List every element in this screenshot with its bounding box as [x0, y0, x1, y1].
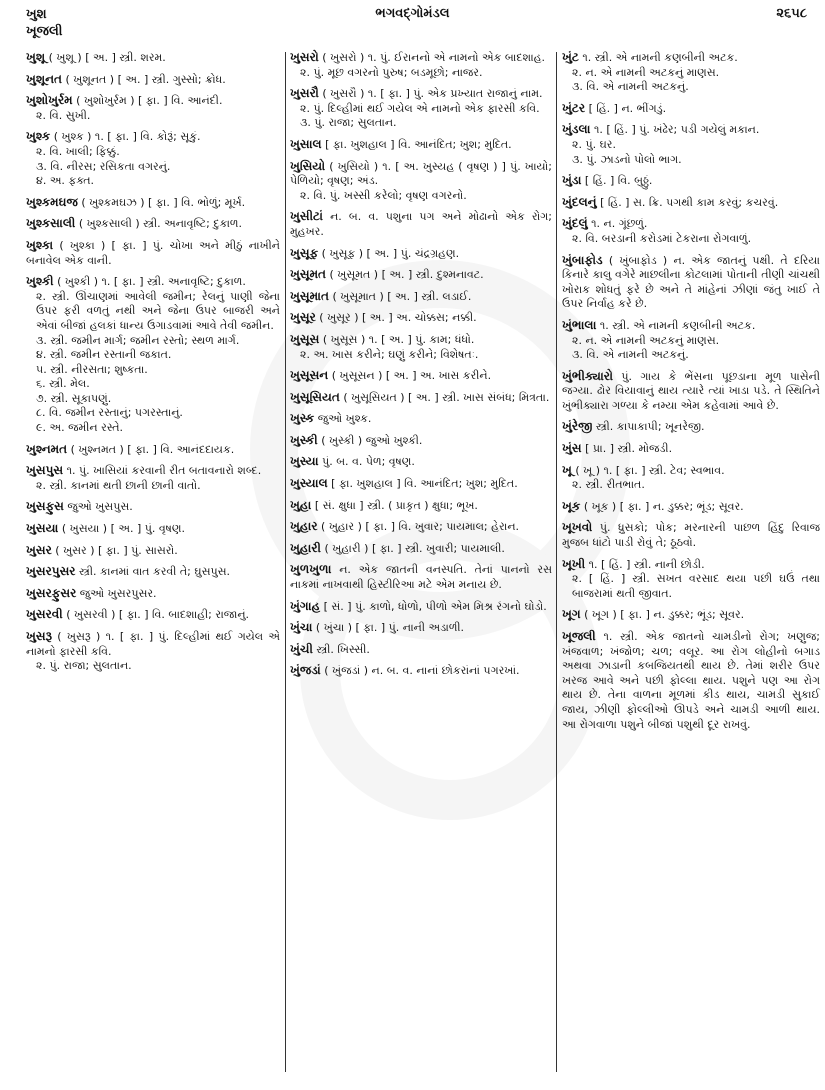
entry-definition: ( ખુસરૂ ) ૧. [ ફા. ] પું. દિલ્હીમાં થઈ ગયેલ એ નામનો ફારસી કવિ.: [26, 630, 281, 658]
entry-sense: ૨. વિ. સુખી.: [36, 108, 91, 122]
entry-definition: પું. બ. વ. પેળ; વૃષણ.: [322, 455, 415, 469]
entry-sense: ૪. અ. ફક્ત.: [36, 174, 94, 188]
dictionary-entry: [290, 86, 552, 131]
entry-sense: ૨. વિ. ખાલી; ફિક્કું.: [36, 144, 120, 158]
entry-sense: ૩. પું. ઝાડનો પોલો ભાગ.: [572, 152, 682, 166]
entry-sense: ૨. પું. દિલ્હીમાં થઈ ગયેલ એ નામનો એક ફારસી કવિ.: [300, 101, 540, 115]
dictionary-entry: [290, 246, 552, 262]
entry-headword: ખુસૂસિયત: [290, 389, 340, 404]
entry-headword: ખુંસ: [562, 441, 582, 456]
dictionary-entry: [26, 564, 280, 580]
entry-headword: ખુસ્યાલ: [290, 476, 328, 491]
dictionary-entry: [26, 129, 280, 188]
entry-headword: ખુંદલનું: [562, 194, 597, 209]
dictionary-entry: [26, 463, 280, 493]
dictionary-entry: [290, 476, 552, 492]
entry-sense: ૨. [ હિં. ] સ્ત્રી. સખત વરસાદ થયા પછી ઘઉં તથા બાજરામાં થતી જીવાત.: [572, 572, 820, 600]
entry-sense: ૨. વિ. બરડાની કરોડમાં ટેકરાના રોગવાળું.: [572, 231, 752, 245]
entry-definition: ( ખુશૂ ) [ અ. ] સ્ત્રી. શરમ.: [48, 51, 166, 64]
entry-headword: ખુસિયો: [290, 158, 326, 173]
entry-headword: ખુસ્યા: [290, 454, 319, 469]
entry-definition: ( ખુસર ) [ ફા. ] પું. સાસરો.: [55, 543, 178, 557]
dictionary-entry: [562, 216, 820, 246]
dictionary-entry: [290, 310, 552, 326]
entry-definition: ( ખુસરો ) ૧. પું. ઈરાનનો એ નામનો એક બાદશાહ.: [322, 51, 546, 64]
entry-definition: ન. એક જાતની વનસ્પતિ. તેનાં પાનનો રસ નાકમાં નાખવાથી હિસ્ટીરિઆ મટે એમ મનાય છે.: [290, 563, 552, 592]
dictionary-entry: [562, 629, 820, 732]
entry-headword: ખુસરવી: [26, 607, 63, 622]
entry-headword: ખુશૂનત: [26, 71, 63, 86]
entry-headword: ખુંબાફોડ: [562, 252, 603, 267]
guide-word-first: ખુશ: [26, 7, 47, 22]
dictionary-entry: [562, 50, 820, 95]
entry-headword: ખુસરૌ: [290, 86, 319, 101]
entry-definition: ( ખુહાર ) [ ફા. ] વિ. ખુવાર; પાયમાલ; હેરાન.: [321, 520, 520, 534]
entry-sense: ૨. વિ. પું. ખસ્સી કરેલો; વૃષણ વગરનો.: [300, 188, 467, 202]
entry-definition: ( ખુંબાફોડ ) ન. એક જાતનું પક્ષી. તે દરિયા કિનારે કાલુ વગેરે માછલીના કોટલામાં પોતાની તીણી ચાંચથી ખોરાક શોધતું ફરે છે અને તે માંહેનાં ઝીણાં જંતુ ખાઈ તે ઉપર નિર્વાહ કરે છે.: [562, 253, 820, 311]
entry-definition: ( ખુસૂમત ) [ અ. ] સ્ત્રી. દુશ્મનાવટ.: [329, 268, 484, 282]
entry-definition: ૧. ન. ગૂંછળું.: [591, 217, 648, 231]
entry-sense: ૪. સ્ત્રી. જમીન રસ્તાની જકાત.: [36, 348, 172, 362]
entry-definition: ( ખુસૂમાત ) [ અ. ] સ્ત્રી. લડાઈ.: [332, 289, 472, 303]
dictionary-entry: [562, 318, 820, 363]
entry-sense: ૩. વિ. નીરસ; રસિકતા વગરનું.: [36, 159, 171, 173]
entry-definition: ૧. સ્ત્રી. એક જાતનો ચામડીનો રોગ; ખણુજ; ખંજવાળ; ખંજોળ; ચળ; વલૂર. આ રોગ લોહીનો બગાડ અથવા ઝાડાની કબજિયતથી થાય છે. તેમાં શરીર ઉપર ખરજ આવે અને પછી ફોલ્લા થાય. પશુને પણ આ રોગ થાય છે. તેના વાળના મૂળમાં કીડ થાય, ચામડી સુકાઈ જાય, ઝીણી ફોલ્લીઓ ઊપડે અને ચામડી આળી થાય. આ રોગવાળા પશુને બીજાં પશુથી દૂર રાખવું.: [562, 630, 821, 731]
entry-definition: પું. ધ્રુસકો; પોક; મરનારની પાછળ હિંદુ રિવાજ મુજબ ધાંટો પાડી રોવું તે; ઠૂઠવો.: [562, 521, 821, 550]
entry-headword: ખુસૂમત: [290, 267, 327, 282]
dictionary-entry: [26, 274, 280, 436]
dictionary-entry: [290, 454, 552, 470]
entry-headword: ખુસીટાં: [290, 209, 323, 224]
dictionary-entry: [290, 137, 552, 153]
entry-definition: ( ખૂ ) ૧. [ ફા. ] સ્ત્રી. ટેવ; સ્વભાવ.: [575, 463, 725, 477]
entry-sense: ૨. સ્ત્રી. કાનમાં થતી છાની છાની વાતો.: [36, 478, 201, 492]
entry-sense: ૨. ન. એ નામની અટકનું માણસ.: [572, 65, 720, 79]
dictionary-entry: [290, 332, 552, 362]
entry-definition: ( ખુસૂસિયત ) [ અ. ] સ્ત્રી. ખાસ સંબંધ; મિત્રતા.: [343, 390, 550, 404]
dictionary-entry: [562, 369, 820, 414]
dictionary-entry: [290, 433, 552, 449]
entry-sense: ૨. સ્ત્રી. રીતભાત.: [572, 478, 645, 492]
entry-definition: ( ખુસરવી ) [ ફા. ] વિ. બાદશાહી; રાજાનું.: [66, 608, 250, 622]
entry-headword: ખુસર: [26, 542, 52, 557]
dictionary-entry: [562, 557, 820, 602]
entry-sense: ૫. સ્ત્રી. નીરસતા; શુષ્કતા.: [36, 362, 148, 376]
dictionary-entry: [290, 209, 552, 239]
column-2: [290, 50, 552, 1070]
entry-headword: ખુશ્કમઘજ: [26, 194, 78, 209]
dictionary-entry: [562, 253, 820, 312]
entry-definition: [ સં. ] પું. કાળો, ધોળો, પીળો એમ મિશ્ર રંગનો ઘોડો.: [323, 599, 547, 613]
entry-headword: ખુળખુળા: [290, 562, 332, 577]
entry-definition: [ હિં. ] ન. ભીંગડું.: [588, 101, 667, 115]
entry-sense: ૨. પું. ઘર.: [572, 137, 616, 151]
entry-headword: ખૂ: [562, 462, 572, 477]
entry-headword: ખુશોખુર્રમ: [26, 93, 73, 108]
entry-headword: ખુંરેજી: [562, 419, 593, 434]
entry-definition: ૧. પું. ખાસિયાં કરવાની રીત બતાવનારો શબ્દ.: [66, 464, 262, 478]
entry-headword: ખુંજડાં: [290, 663, 321, 678]
dictionary-entry: [562, 441, 820, 457]
entry-sense: ૯. અ. જમીન રસ્તે.: [36, 421, 124, 435]
dictionary-entry: [290, 642, 552, 658]
entry-headword: ખુસૂર: [290, 310, 316, 325]
column-1: [26, 50, 280, 1070]
entry-definition: ૧. સ્ત્રી. એ નામની કણબીની અટક.: [599, 318, 756, 332]
dictionary-entry: [26, 238, 280, 268]
entry-headword: ખુંગાહ: [290, 598, 321, 613]
entry-headword: ખુશ્કા: [26, 237, 54, 252]
entry-headword: ખૂખવો: [562, 520, 593, 535]
entry-headword: ખુસ્કી: [290, 432, 318, 447]
entry-headword: ખુહાર: [290, 519, 318, 534]
entry-headword: ખૂક: [562, 498, 581, 513]
dictionary-entry: [290, 599, 552, 615]
dictionary-entry: [290, 541, 552, 557]
page-number: ૨૬૫૮: [776, 6, 807, 21]
entry-sense: ૩. સ્ત્રી. જમીન માર્ગ; જમીન રસ્તો; સ્થળ માર્ગ.: [36, 333, 240, 347]
page-header: [0, 0, 825, 50]
dictionary-entry: [290, 368, 552, 384]
entry-definition: સ્ત્રી. કાપાકાપી; ખૂનરેજી.: [595, 420, 705, 434]
entry-headword: ખુશ્નમત: [26, 441, 68, 456]
dictionary-entry: [26, 50, 280, 66]
dictionary-entry: [26, 543, 280, 559]
entry-headword: ખુહારી: [290, 540, 321, 555]
entry-definition: ( ખુસૂર ) [ અ. ] અ. ચોક્કસ; નક્કી.: [319, 311, 477, 325]
entry-definition: ( ખુસૂસ ) ૧. [ અ. ] પું. કામ; ધંધો.: [322, 332, 475, 346]
entry-headword: ખુંચી: [290, 641, 313, 656]
entry-definition: સ્ત્રી. કાનમાં વાત કરવી તે; ઘુસપુસ.: [79, 565, 231, 579]
entry-headword: ખુસૂફ: [290, 245, 319, 260]
dictionary-entry: [562, 499, 820, 515]
entry-headword: ખુશ્કસાલી: [26, 216, 76, 231]
entry-definition: ( ખુશ્કા ) [ ફા. ] પું. ચોખા અને મીઠું નાખીને બનાવેલ એક વાની.: [26, 238, 280, 267]
entry-headword: ખુંભીક્યારો: [562, 368, 613, 383]
entry-definition: ( ખુશ્કસાલી ) સ્ત્રી. અનાવૃષ્ટિ; દુકાળ.: [78, 217, 243, 231]
dictionary-entry: [562, 173, 820, 189]
entry-headword: ખુસૂમાત: [290, 288, 329, 303]
entry-headword: ખુસ્ક: [290, 411, 315, 426]
dictionary-entry: [562, 520, 820, 550]
entry-definition: ( ખૂગ ) [ ફા. ] ન. ડુક્કર; ભૂંડ; સૂવર.: [584, 608, 745, 622]
dictionary-entry: [290, 267, 552, 283]
entry-definition: જુઓ ખુસરપુસર.: [79, 586, 157, 600]
entry-definition: [ પ્રા. ] સ્ત્રી. મોજડી.: [585, 442, 673, 456]
entry-definition: ( ખુશ્ક ) ૧. [ ફા. ] વિ. કોરૂં; સૂકું.: [53, 130, 201, 144]
entry-headword: ખુસૂસ: [290, 331, 320, 346]
entry-sense: ૨. ન. એ નામની અટકનું માણસ.: [572, 333, 720, 347]
entry-definition: ( ખુશ્નમત ) [ ફા. ] વિ. આનંદદાયક.: [70, 442, 235, 456]
entry-definition: સ્ત્રી. ખિસ્સી.: [316, 642, 370, 656]
entry-definition: ( ખુશોખુર્રમ ) [ ફા. ] વિ. આનંદી.: [76, 94, 223, 108]
dictionary-entry: [26, 442, 280, 458]
entry-headword: ખુશ્ક: [26, 129, 51, 144]
dictionary-entry: [562, 122, 820, 167]
entry-definition: ન. બ. વ. પશુના પગ અને મોઢાનો એક રોગ; મુહખર.: [290, 210, 552, 238]
entry-definition: [ હિં. ] વિ. બુઠ્ઠું.: [584, 174, 653, 188]
entry-headword: ખુંટર: [562, 100, 586, 115]
dictionary-entry: [562, 463, 820, 493]
entry-headword: ખુસરૂ: [26, 629, 52, 643]
dictionary-entry: [290, 50, 552, 80]
dictionary-entry: [26, 499, 280, 515]
dictionary-entry: [26, 72, 280, 88]
entry-definition: ( ખુશ્કી ) ૧. [ ફા. ] સ્ત્રી. અનાવૃષ્ટિ; દુકાળ.: [57, 275, 246, 289]
dictionary-entry: [562, 607, 820, 623]
entry-definition: ( ખુંચા ) [ ફા. ] પું. નાની અડાળી.: [315, 621, 465, 635]
dictionary-entry: [290, 159, 552, 204]
entry-definition: ( ખુશૂનત ) [ અ. ] સ્ત્રી. ગુસ્સો; ક્રોધ.: [65, 72, 226, 86]
entry-definition: ૧. સ્ત્રી. એ નામની કણબીની અટક.: [582, 51, 738, 64]
entry-headword: ખુહા: [290, 497, 312, 512]
dictionary-entry: [290, 519, 552, 535]
entry-definition: જુઓ ખુશ્ક.: [317, 412, 372, 426]
entry-headword: ખુંચા: [290, 620, 313, 635]
dictionary-entry: [562, 419, 820, 435]
entry-definition: [ ફા. ખુશહાલ ] વિ. આનંદિત; ખુશ; મુદિત.: [325, 137, 512, 151]
running-title: ભગવદ્ગોમંડલ: [375, 6, 450, 21]
entry-sense: ૮. વિ. જમીન રસ્તાનું; પગરસ્તાનું.: [36, 406, 183, 420]
entry-definition: [ સં. ક્ષુધા ] સ્ત્રી. ( પ્રાકૃત ) ક્ષુધા; ભૂખ.: [314, 498, 478, 512]
entry-sense: ૩. વિ. એ નામની અટકનું.: [572, 348, 689, 362]
entry-headword: ખુંટ: [562, 50, 579, 64]
entry-sense: ૨. પું. રાજા; સુલતાન.: [36, 659, 132, 673]
dictionary-entry: [562, 101, 820, 117]
entry-sense: ૩. વિ. એ નામની અટકનું.: [572, 80, 689, 94]
guide-word-last: ખૂજલી: [26, 24, 63, 39]
dictionary-entry: [26, 93, 280, 123]
column-3: [562, 50, 820, 1070]
dictionary-entry: [26, 521, 280, 537]
entry-definition: ( ખૂક ) [ ફા. ] ન. ડુક્કર; ભૂંડ; સૂવર.: [583, 499, 744, 513]
entry-headword: ખુસૂસન: [290, 368, 329, 383]
entry-definition: ૧. [ હિં. ] સ્ત્રી. નાની છોડી.: [588, 557, 705, 571]
entry-headword: ખુસાલ: [290, 136, 322, 151]
entry-headword: ખુસપુસ: [26, 463, 64, 478]
entry-sense: ૨. અ. ખાસ કરીને; ઘણું કરીને; વિશેષતઃ.: [300, 347, 479, 361]
entry-headword: ખુસફુસ: [26, 499, 64, 514]
entry-headword: ખૂજલી: [562, 629, 596, 643]
dictionary-columns: [0, 50, 825, 1080]
entry-definition: જુઓ ખુસપુસ.: [67, 500, 133, 514]
entry-headword: ખુસરો: [290, 50, 319, 64]
dictionary-entry: [290, 411, 552, 427]
entry-headword: ખુસરફુસર: [26, 585, 77, 600]
entry-sense: ૨. સ્ત્રી. ઊંચાણમાં આવેલી જમીન; રેલનું પાણી જેના ઉપર ફરી વળતું નથી અને જેના ઉપર બાજરી અને એવાં બીજાં હલકાં ધાન્ય ઉગાડવામાં આવે તેવી જમીન.: [36, 289, 280, 332]
entry-definition: [ ફા. ખુશહાલ ] વિ. આનંદિત; ખુશ; મુદિત.: [331, 477, 518, 491]
entry-definition: ( ખુસરૌ ) ૧. [ ફા. ] પું. એક પ્રખ્યાત રાજાનું નામ.: [322, 87, 543, 101]
dictionary-entry: [290, 620, 552, 636]
entry-definition: ( ખુંજડાં ) ન. બ. વ. નાનાં છોકરાંનાં પગરખાં.: [324, 664, 520, 678]
entry-sense: ૬. સ્ત્રી. મેલ.: [36, 377, 90, 391]
entry-sense: ૩. પું. રાજા; સુલતાન.: [300, 116, 397, 130]
entry-sense: ૭. સ્ત્રી. સૂકાપણું.: [36, 391, 112, 405]
entry-headword: ખુશ્કી: [26, 274, 54, 289]
dictionary-entry: [290, 390, 552, 406]
entry-headword: ખુંદલું: [562, 216, 588, 231]
entry-headword: ખુંભાલા: [562, 317, 597, 332]
entry-definition: [ હિં. ] સ. ક્રિ. પગથી કામ કરવું; કચરવું.: [600, 195, 779, 209]
dictionary-entry: [290, 663, 552, 679]
entry-definition: ( ખુસ્કી ) જુઓ ખુશ્કી.: [321, 433, 423, 447]
entry-definition: ૧. [ હિં. ] પું. ખંઢેર; પડી ગયેલું મકાન.: [593, 123, 760, 137]
dictionary-entry: [26, 195, 280, 211]
entry-definition: પું. ગાય કે ભેંસના પૂછડાના મૂળ પાસેની જગ્યા. ઢોર વિયાવાનું થાય ત્યારે ત્યાં ખાડા પડે. તે સ્થિતિને ખુંભીક્યારા ગળ્યા કે નમ્યા એમ કહેવામાં આવે છે.: [562, 369, 820, 412]
dictionary-entry: [562, 195, 820, 211]
dictionary-entry: [290, 289, 552, 305]
entry-headword: ખૂગ: [562, 607, 581, 622]
dictionary-entry: [26, 607, 280, 623]
entry-headword: ખુસયા: [26, 521, 59, 536]
entry-definition: ( ખુસયા ) [ અ. ] પું. વૃષણ.: [61, 522, 185, 536]
entry-definition: ( ખુસૂફ ) [ અ. ] પું. ચંદ્રગ્રહણ.: [321, 246, 460, 260]
entry-definition: ( ખુશ્કમઘઝ ) [ ફા. ] વિ. ભોળું; મૂર્ખ.: [81, 195, 246, 209]
dictionary-entry: [290, 498, 552, 514]
dictionary-entry: [290, 562, 552, 592]
entry-definition: ( ખુસિયો ) ૧. [ અ. ખુસ્યહ ( વૃષણ ) ] પું. ખાયો; પેળિયો; વૃષણ; અંડ.: [290, 159, 552, 188]
dictionary-entry: [26, 629, 280, 674]
entry-headword: ખુસરપુસર: [26, 564, 76, 579]
entry-headword: ખૂખી: [562, 556, 586, 571]
entry-headword: ખુંડલા: [562, 122, 591, 137]
entry-headword: ખુશૂ: [26, 50, 46, 64]
dictionary-entry: [26, 586, 280, 602]
entry-sense: ૨. પું. મૂછ વગરનો પુરુષ; બડમૂછો; નાજર.: [300, 65, 483, 79]
entry-definition: ( ખુસૂસન ) [ અ. ] અ. ખાસ કરીને.: [331, 369, 492, 383]
entry-definition: ( ખુહારી ) [ ફા. ] સ્ત્રી. ખુવારી; પાયમાલી.: [324, 541, 505, 555]
entry-headword: ખુંડા: [562, 173, 582, 188]
dictionary-entry: [26, 216, 280, 232]
